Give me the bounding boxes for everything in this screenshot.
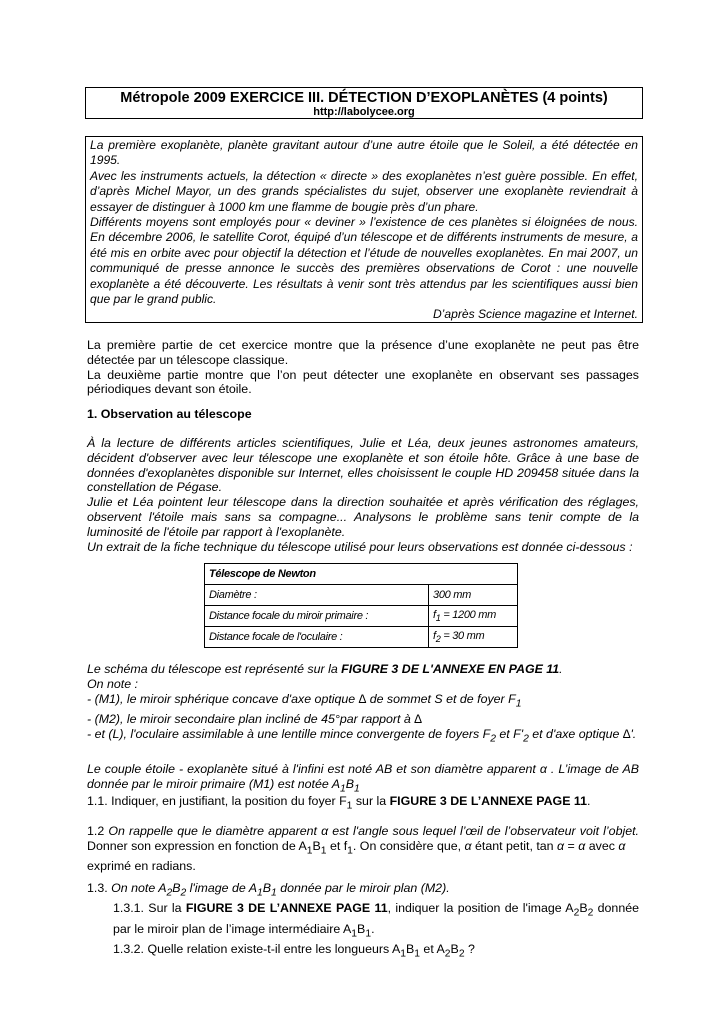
section1-text [87,436,639,554]
title-box [85,87,643,119]
question-1-3-2: 1.3.2. Quelle relation existe-t-il entre les longueurs $A_1B_1$ et $A_2B_2$ ? [113,941,475,960]
section-heading: 1. Observation au télescope [87,407,252,421]
presentation-paragraph: La deuxième partie montre que l’on peut détecter une exoplanète en observant ses passages périodiques devant son étoile. [87,367,639,397]
alpha-symbol: α [321,824,329,838]
delta-symbol: ∆ [622,726,631,741]
intro-paragraph: Différents moyens sont employés pour « deviner » l’existence de ces planètes si éloignées de nous. En décembre 2006, le satellite Corot, équipé d’un télescope et de différents instruments de mesure, a été mis en orbite avec pour objectif la détection et l’étude de nouvelles exoplanètes. En mai 2007, un communiqué de presse annonce le succès des premières observations de Corot : une nouvelle exoplanète a été découverte. Les résultats à venir sont très attendus par les scientifiques aussi bien que par le grand public. [90,215,638,307]
schema-line: - (M2), le miroir secondaire plan incliné de 45°par rapport à ∆ [87,711,422,726]
table-cell-label: Distance focale de l'oculaire : [205,627,429,648]
schema-notes [87,662,639,797]
schema-line: Le couple étoile - exoplanète situé à l'infini est noté AB et son diamètre apparent α . L’image de AB donnée par le miroir primaire (M1) est notée $A_1B_1$ [87,761,639,795]
table-row [205,585,518,606]
question-1-1: 1.1. Indiquer, en justifiant, la position du foyer $F_1$ sur la FIGURE 3 DE L’ANNEXE PAGE 11. [87,794,591,812]
section1-paragraph: Julie et Léa pointent leur télescope dans la direction souhaitée et après vérification des réglages, observent l'étoile mais sans sa compagne... Analysons le problème sans tenir compte de la luminosité de l'étoile par rapport à l'exoplanète. [87,495,639,539]
intro-paragraph: La première exoplanète, planète gravitant autour d’une autre étoile que le Soleil, a été détectée en 1995. [90,138,638,168]
presentation [87,338,639,397]
presentation-paragraph: La première partie de cet exercice montre que la présence d’une exoplanète ne peut pas être détectée par un télescope classique. [87,338,639,367]
schema-line: - et (L), l'oculaire assimilable à une lentille mince convergente de foyers $F_2$ et $F'_2$ et d'axe optique ∆'. [87,726,637,745]
table-cell-label: Distance focale du miroir primaire : [205,606,429,627]
schema-line: Le schéma du télescope est représenté sur la FIGURE 3 DE L'ANNEXE EN PAGE 11. [87,662,563,676]
telescope-table [204,563,518,648]
delta-symbol: ∆ [358,691,367,706]
table-cell-value: $f_2 = 30$ mm [429,627,518,648]
question-1-3-1: 1.3.1. Sur la FIGURE 3 DE L’ANNEXE PAGE 11, indiquer la position de l'image $A_2B_2$ donnée par le miroir plan de l’image intermédiaire $A_1B_1$. [113,901,640,939]
table-title: Télescope de Newton [205,564,518,585]
delta-symbol: ∆ [414,711,422,726]
schema-line: On note : [87,676,138,691]
table-cell-value: $f_1 = 1200$ mm [429,606,518,627]
source-url[interactable]: http://labolycee.org [313,106,415,118]
intro-source: D’après Science magazine et Internet. [432,307,638,322]
question-1-3 [87,881,639,962]
intro-box [85,136,643,323]
schema-line: - (M1), le miroir sphérique concave d'axe optique ∆ de sommet S et de foyer $F_1$ [87,691,522,710]
table-cell-label: Diamètre : [205,585,429,606]
question-text: 1.3. On note $A_2B_2$ l'image de $A_1B_1$ donnée par le miroir plan (M2). [87,881,450,899]
table-cell-value: 300 mm [429,585,518,606]
table-row [205,606,518,627]
question-1-2: 1.2 On rappelle que le diamètre apparent α est l'angle sous lequel l’œil de l’observateur voit l’objet. Donner son expression en fonction de $A_1B_1$ et $f_1$. On considère que, α étant petit, tan α = α avec α exprimé en radians. [87,824,639,874]
section1-paragraph: À la lecture de différents articles scientifiques, Julie et Léa, deux jeunes astronomes amateurs, décident d'observer avec leur télescope une exoplanète et son étoile hôte. Grâce à une base de données d'exoplanètes disponible sur Internet, elles choisissent le couple HD 209458 située dans la constellation de Pégase. [87,436,639,495]
alpha-symbol: α [539,761,547,776]
exercise-title: Métropole 2009 EXERCICE III. DÉTECTION D’EXOPLANÈTES (4 points) [120,90,608,106]
table-row [205,627,518,648]
section1-paragraph: Un extrait de la fiche technique du télescope utilisé pour leurs observations est donnée ci-dessous : [87,539,633,554]
intro-paragraph: Avec les instruments actuels, la détection « directe » des exoplanètes n’est guère possible. En effet, d’après Michel Mayor, un des grands spécialistes du sujet, observer une exoplanète reviendrait à essayer de distinguer à 1000 km une flamme de bougie près d’un phare. [90,168,638,214]
